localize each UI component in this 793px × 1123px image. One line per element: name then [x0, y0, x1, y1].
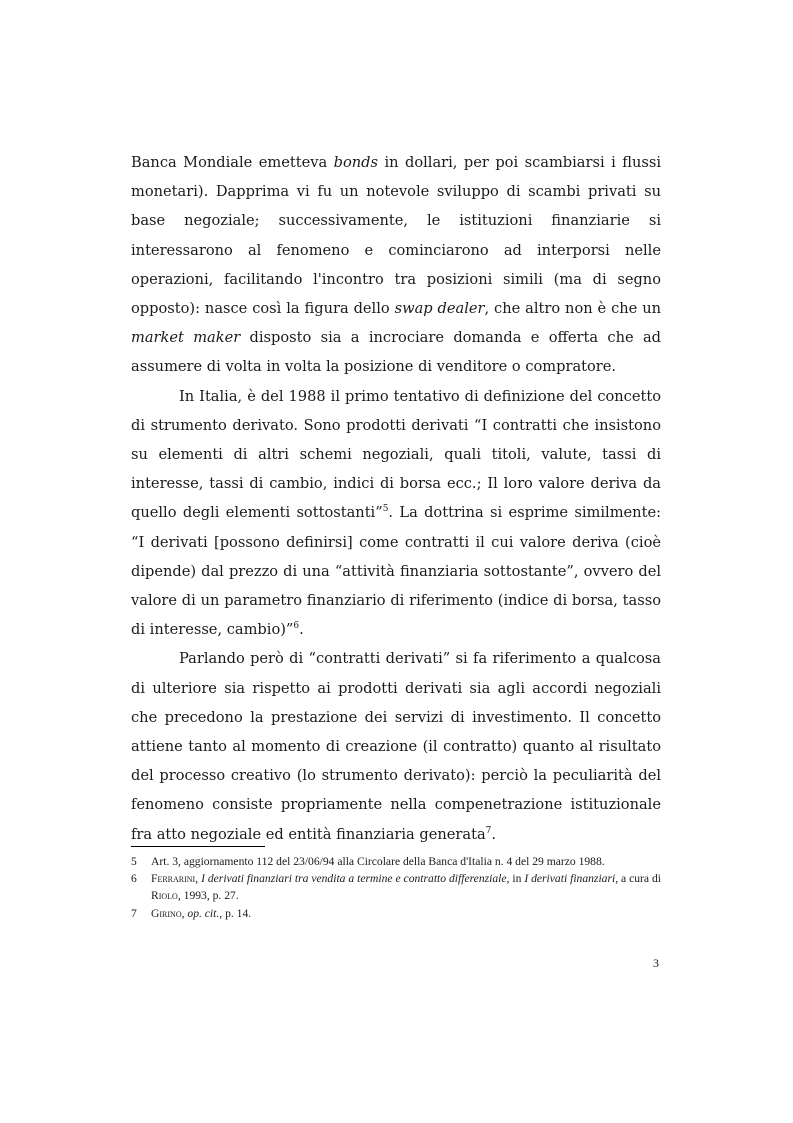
- footnotes: [131, 853, 661, 922]
- footnote-number: 6: [131, 872, 137, 886]
- page-number: 3: [653, 956, 659, 970]
- footnote-ref-5[interactable]: 5: [382, 504, 389, 515]
- term-swap-dealer: swap dealer: [394, 300, 485, 318]
- author-name: Ferrarini: [151, 872, 196, 886]
- author-name: Girino: [151, 906, 182, 920]
- footnote-ref-6[interactable]: 6: [293, 621, 300, 632]
- footnote-number: 5: [131, 855, 137, 868]
- paragraph-2: In Italia, è del 1988 il primo tentativo di definizione del concetto di strumento derivato. Sono prodotti derivati “I contratti che insistono su elementi di altri schemi negoziali, quali titoli, valute, tassi di interesse, tassi di cambio, indici di borsa ecc.; Il loro valore deriva da quello degli elementi sottostanti”$^5$. La dottrina si esprime similmente: “I derivati [possono definirsi] come contratti il cui valore deriva (cioè dipende) dal prezzo di una “attività finanziaria sottostante”, ovvero del valore di un parametro finanziario di riferimento (indice di borsa, tasso di interesse, cambio)”$^6$.: [131, 387, 661, 639]
- volume-title: I derivati finanziari: [524, 872, 616, 886]
- paragraph-1: Banca Mondiale emetteva bonds in dollari, per poi scambiarsi i flussi monetari). Dapprima vi fu un notevole sviluppo di scambi privati su base negoziale; successivamente, le istituzioni finanziarie si interessarono al fenomeno e cominciarono ad interporsi nelle operazioni, facilitando l'incontro tra posizioni simili (ma di segno opposto): nasce così la figura dello swap dealer, che altro non è che un market maker disposto sia a incrociare domanda e offerta che ad assumere di volta in volta la posizione di venditore o compratore.: [131, 154, 661, 376]
- term-market-maker: market maker: [131, 329, 241, 347]
- paragraph-3: Parlando però di “contratti derivati” si fa riferimento a qualcosa di ulteriore sia rispetto ai prodotti derivati sia agli accordi negoziali che precedono la prestazione dei servizi di investimento. Il concetto attiene tanto al momento di creazione (il contratto) quanto al risultato del processo creativo (lo strumento derivato): perciò la peculiarità del fenomeno consiste propriamente nella compenetrazione istituzionale fra atto negoziale ed entità finanziaria generata$^7$.: [131, 650, 661, 843]
- footnote-separator: [131, 846, 265, 847]
- term-bonds: bonds: [333, 154, 379, 171]
- work-title: I derivati finanziari tra vendita a termine e contratto differenziale: [201, 872, 507, 886]
- footnote-6: 6 Ferrarini, I derivati finanziari tra vendita a termine e contratto differenziale, in I derivati finanziari, a cura di Riolo, 1993, p. 27.: [131, 872, 662, 903]
- editor-name: Riolo: [151, 889, 178, 903]
- footnote-ref-7[interactable]: 7: [485, 825, 492, 836]
- footnote-5: 5 Art. 3, aggiornamento 112 del 23/06/94 alla Circolare della Banca d'Italia n. 4 del 29 marzo 1988.: [131, 853, 661, 870]
- footnote-number: 7: [131, 906, 137, 920]
- body-text: [131, 148, 661, 849]
- op-cit: op. cit.: [187, 906, 220, 920]
- footnote-7: 7 Girino, op. cit., p. 14.: [131, 905, 661, 922]
